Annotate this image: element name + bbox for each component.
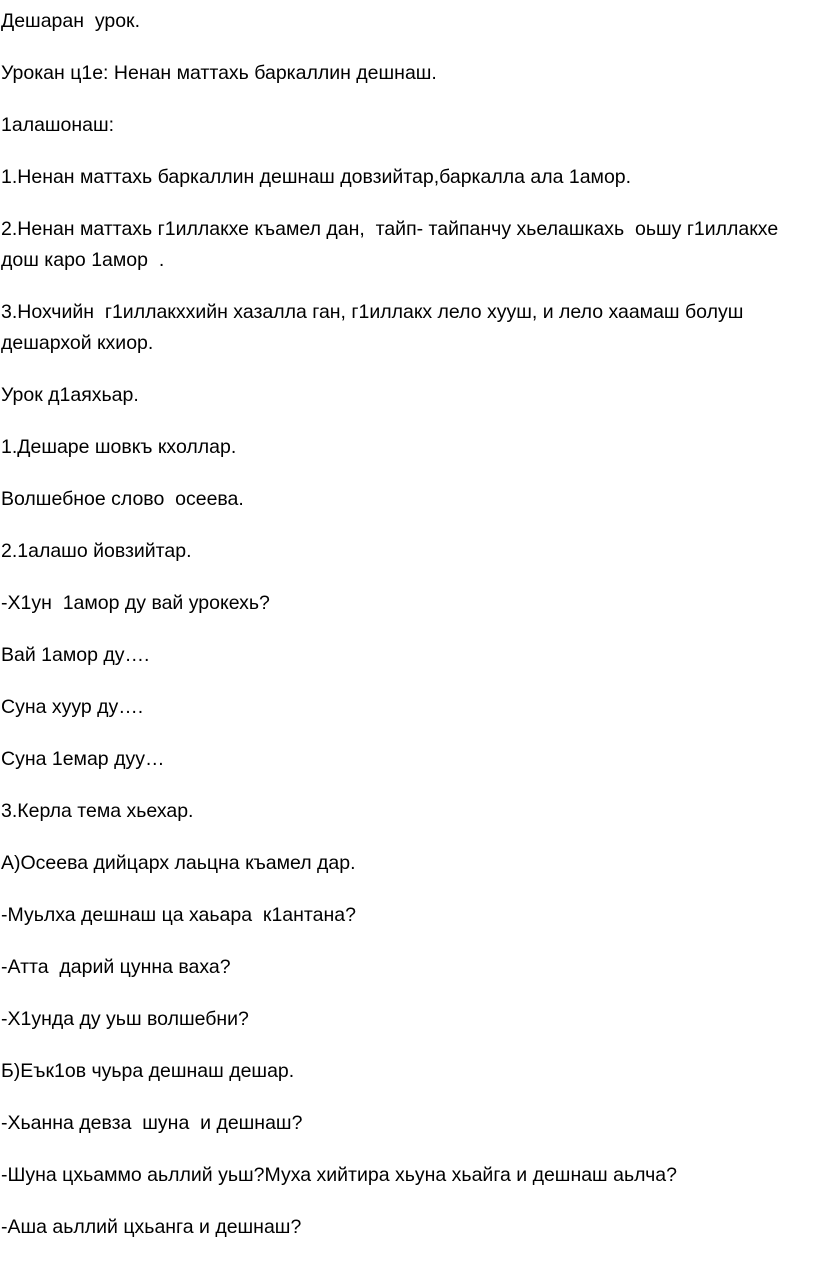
goals-heading: 1алашонаш: xyxy=(1,114,115,136)
question-line: -Х1ун 1амор ду вай урокехь? xyxy=(1,592,270,614)
question-line: -Шуна цхьаммо аьллий уьш?Муха хийтира хьуна хьайга и дешнаш аьлча? xyxy=(1,1164,677,1186)
question-line: -Хьанна девза шуна и дешнаш? xyxy=(1,1112,303,1134)
question-line: -Атта дарий цунна ваха? xyxy=(1,956,231,978)
question-line: -Аша аьллий цхьанга и дешнаш? xyxy=(1,1216,302,1238)
lesson-topic: Урокан ц1е: Ненан маттахь баркаллин дешнаш. xyxy=(1,62,437,84)
step-2-heading: 2.1алашо йовзийтар. xyxy=(1,540,192,562)
prompt-line: Суна 1емар дуу… xyxy=(1,748,165,770)
step-3-heading: 3.Керла тема хьехар. xyxy=(1,800,194,822)
question-line: -Муьлха дешнаш ца хаьара к1антана? xyxy=(1,904,356,926)
lesson-heading: Дешаран урок. xyxy=(1,10,141,32)
lesson-progress-heading: Урок д1аяхьар. xyxy=(1,384,139,406)
step-1-heading: 1.Дешаре шовкъ кхоллар. xyxy=(1,436,237,458)
section-b-heading: Б)Еък1ов чуьра дешнаш дешар. xyxy=(1,1060,295,1082)
prompt-line: Вай 1амор ду…. xyxy=(1,644,150,666)
goal-1: 1.Ненан маттахь баркаллин дешнаш довзийтар,баркалла ала 1амор. xyxy=(1,166,632,188)
goal-2: 2.Ненан маттахь г1иллакхе къамел дан, тайп- тайпанчу хьелашкахь оьшу г1иллакхе дош каро 1амор . xyxy=(1,218,784,271)
goal-3: 3.Нохчийн г1иллакххийн хазалла ган, г1иллакх лело хууш, и лело хаамаш болуш дешархой кхиор. xyxy=(1,301,749,354)
prompt-line: Суна хуур ду…. xyxy=(1,696,144,718)
question-line: -Х1унда ду уьш волшебни? xyxy=(1,1008,249,1030)
section-a-heading: А)Осеева дийцарх лаьцна къамел дар. xyxy=(1,852,356,874)
story-title: Волшебное слово осеева. xyxy=(1,488,244,510)
